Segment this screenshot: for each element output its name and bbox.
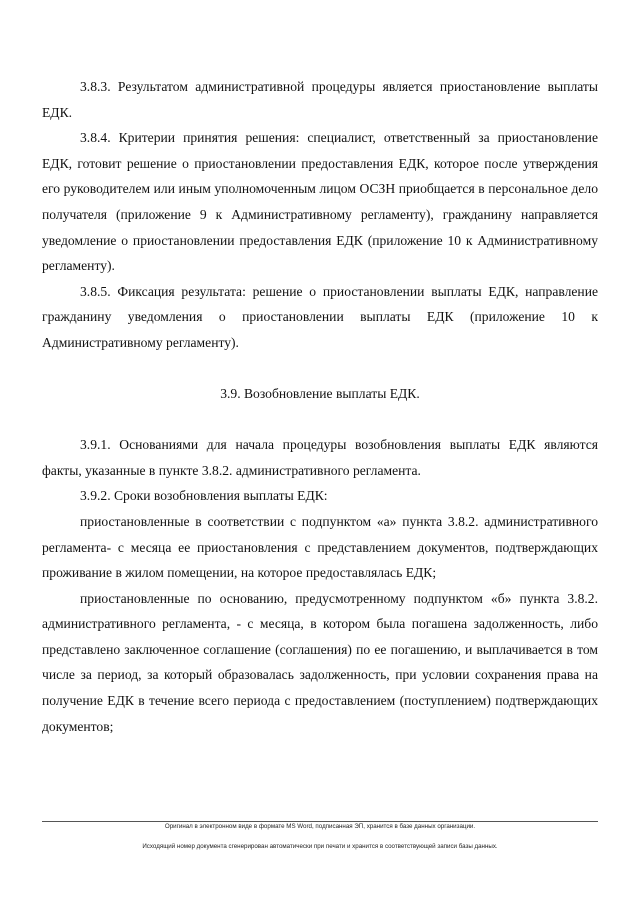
footer-note-original: Оригинал в электронном виде в формате MS Word, подписанная ЭП, хранится в базе данных организации.	[164, 823, 476, 830]
paragraph-3-9-1: 3.9.1. Основаниями для начала процедуры возобновления выплаты ЕДК являются факты, указанные в пункте 3.8.2. административного регламента.	[42, 437, 598, 478]
paragraph-subpoint-a: приостановленные в соответствии с подпунктом «а» пункта 3.8.2. административного регламента- с месяца ее приостановления с представлением документов, подтверждающих проживание в жилом помещении, на которое предоставлялась ЕДК;	[42, 513, 598, 581]
footer-note-number: Исходящий номер документа сгенерирован автоматически при печати и хранится в соответствующей записи базы данных.	[142, 843, 498, 850]
document-body	[42, 74, 598, 739]
paragraph-subpoint-b: приостановленные по основанию, предусмотренному подпунктом «б» пункта 3.8.2. административного регламента, - с месяца, в котором была погашена задолженность, либо представлено заключенное соглашение (соглашения) по ее погашению, и выплачивается в том числе за период, за который образовалась задолженность, при условии сохранения права на получение ЕДК в течение всего периода с предоставлением (поступлением) подтверждающих документов;	[42, 590, 598, 734]
paragraph-3-8-5: 3.8.5. Фиксация результата: решение о приостановлении выплаты ЕДК, направление гражданину уведомления о приостановлении выплаты ЕДК (приложение 10 к Административному регламенту).	[42, 283, 598, 350]
section-heading-3-9: 3.9. Возобновление выплаты ЕДК.	[220, 385, 420, 401]
spacer	[42, 406, 598, 432]
paragraph-3-8-4: 3.8.4. Критерии принятия решения: специалист, ответственный за приостановление ЕДК, готовит решение о приостановлении предоставления ЕДК, которое после утверждения его руководителем или иным уполномоченным лицом ОСЗН приобщается в персональное дело получателя (приложение 9 к Административному регламенту), гражданину направляется уведомление о приостановлении предоставления ЕДК (приложение 10 к Административному регламенту).	[42, 130, 598, 274]
spacer	[42, 356, 598, 381]
paragraph-3-9-2: 3.9.2. Сроки возобновления выплаты ЕДК:	[80, 488, 328, 504]
paragraph-3-8-3: 3.8.3. Результатом административной процедуры является приостановление выплаты ЕДК.	[42, 79, 598, 120]
